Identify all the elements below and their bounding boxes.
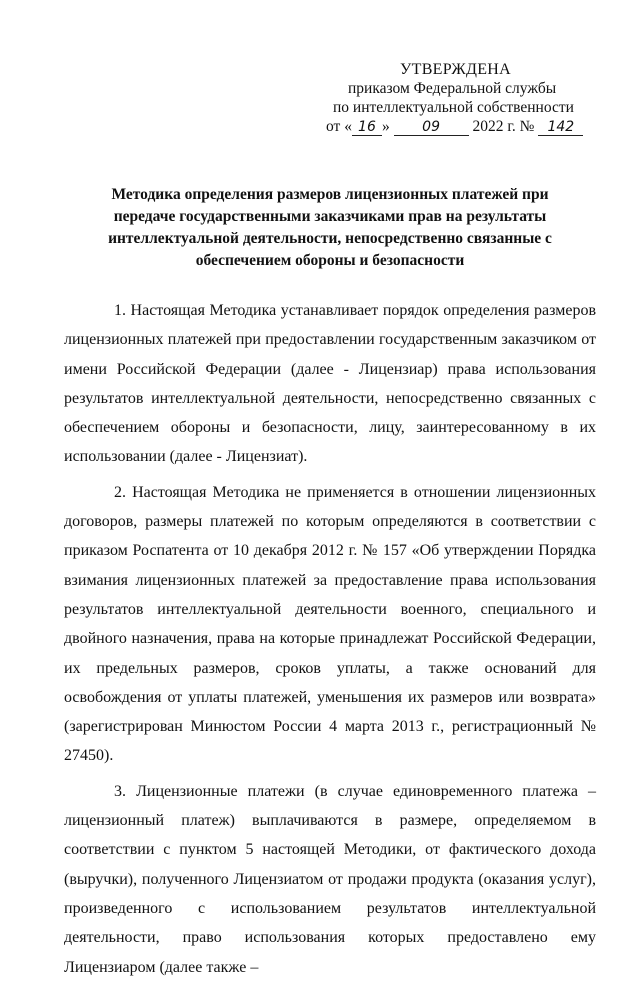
approval-line-2: по интеллектуальной собственности: [333, 99, 574, 116]
paragraph-3: 3. Лицензионные платежи (в случае единовременного платежа – лицензионный платеж) выплачиваются в размере, определяемом в соответствии с пунктом 5 настоящей Методики, от фактического дохода (выручки), полученного Лицензиатом от продажи продукта (оказания услуг), произведенного с использованием результатов интеллектуальной деятельности, право использования которых предоставлено ему Лицензиаром (далее также –: [64, 782, 596, 976]
handwritten-order-number: 142: [538, 120, 583, 136]
document-body: [64, 296, 596, 988]
year-text: 2022 г. №: [472, 118, 535, 135]
paragraph-2: 2. Настоящая Методика не применяется в отношении лицензионных договоров, размеры платежей по которым определяются в соответствии с приказом Роспатента от 10 декабря 2012 г. № 157 «Об утверждении Порядка взимания лицензионных платежей за предоставление права использования результатов интеллектуальной деятельности военного, специального и двойного назначения, права на которые принадлежат Российской Федерации, их предельных размеров, сроков уплаты, а также оснований для освобождения от уплаты платежей, уменьшения их размеров или возврата» (зарегистрирован Минюстом России 4 марта 2013 г., регистрационный № 27450).: [64, 483, 596, 765]
approval-date-line: [300, 117, 600, 136]
date-mid: »: [381, 118, 390, 135]
date-prefix: от «: [326, 118, 352, 135]
handwritten-month: 09: [394, 120, 469, 136]
paragraph-1: 1. Настоящая Методика устанавливает порядок определения размеров лицензионных платежей при предоставлении государственным заказчиком от имени Российской Федерации (далее - Лицензиар) права использования результатов интеллектуальной деятельности, непосредственно связанных с обеспечением обороны и безопасности, лицу, заинтересованному в их использовании (далее - Лицензиат).: [64, 302, 596, 466]
handwritten-day: 16: [352, 120, 382, 136]
document-title: Методика определения размеров лицензионных платежей при передаче государственными заказчиками прав на результаты интеллектуальной деятельности, непосредственно связанные с обеспечением обороны и безопасности: [108, 186, 552, 269]
approval-line-1: приказом Федеральной службы: [348, 80, 557, 97]
approval-stamp: [300, 60, 600, 136]
approval-heading: УТВЕРЖДЕНА: [400, 61, 512, 78]
